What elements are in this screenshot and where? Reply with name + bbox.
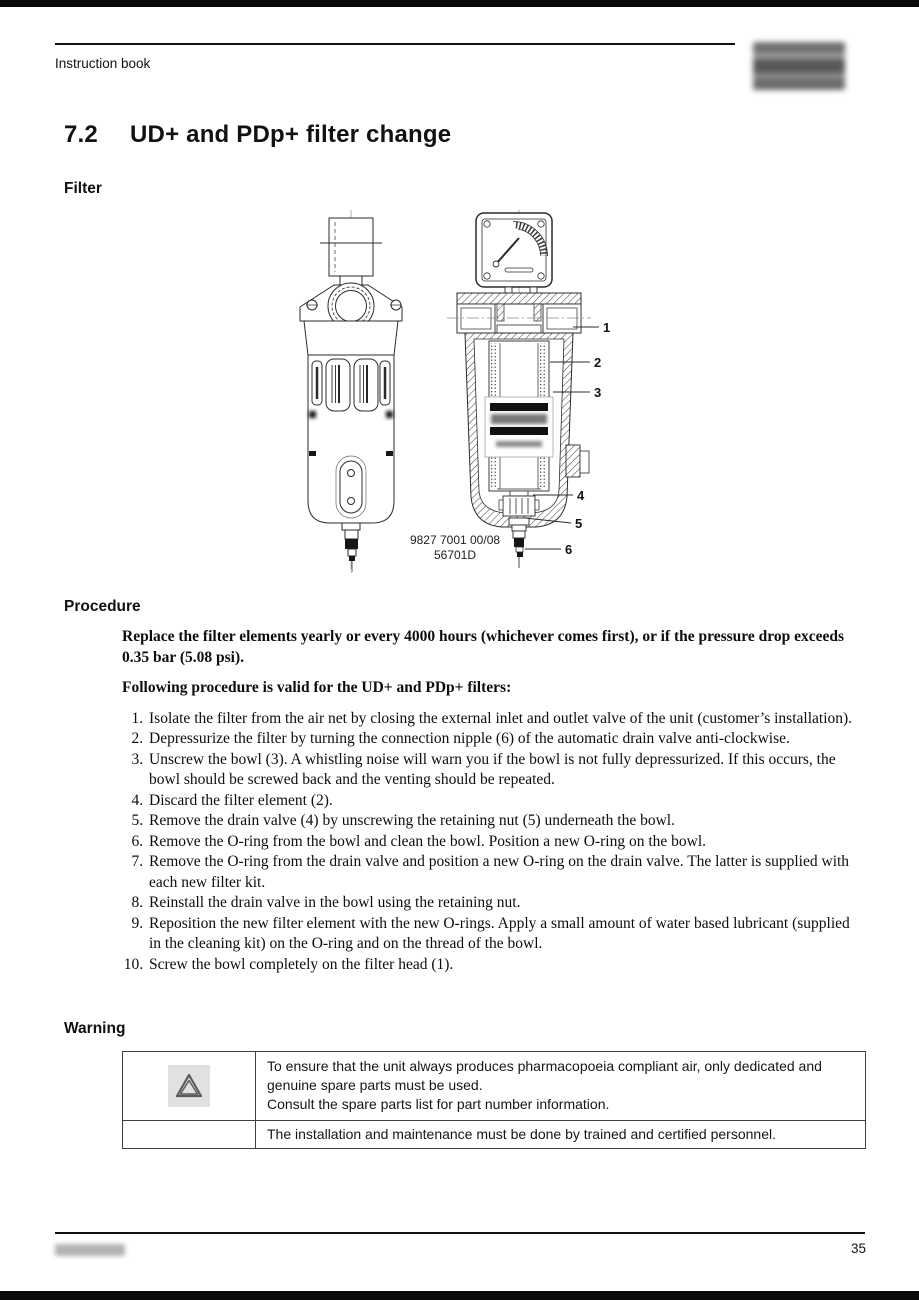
footer-rule [55, 1232, 865, 1234]
scan-edge-bottom [0, 1291, 919, 1300]
warning-icon-cell [123, 1052, 256, 1120]
warning-heading: Warning [64, 1020, 126, 1037]
figure-caption-line1: 9827 7001 00/08 [409, 533, 501, 547]
filter-heading: Filter [64, 180, 102, 197]
warning-table [122, 1051, 866, 1149]
procedure-step: 10. Screw the bowl completely on the filter head (1). [147, 955, 862, 976]
company-logo [753, 42, 845, 90]
warning-row1-line1: To ensure that the unit always produces pharmacopoeia compliant air, only dedicated and genuine spare parts must be used. [267, 1058, 822, 1093]
warning-row-2 [123, 1121, 865, 1148]
figure-caption [370, 533, 540, 563]
warning-row-1 [123, 1052, 865, 1121]
warning-text-cell-2 [256, 1121, 865, 1148]
filter-figure [270, 205, 620, 577]
procedure-step: 2. Depressurize the filter by turning the connection nipple (6) of the automatic drain valve anti-clockwise. [147, 729, 862, 750]
callout-3: 3 [594, 385, 602, 400]
page-number: 35 [850, 1241, 866, 1256]
warning-triangle-icon [168, 1065, 210, 1107]
procedure-step: 9. Reposition the new filter element with the new O-rings. Apply a small amount of water based lubricant (supplied in the cleaning kit) on the O-ring and on the thread of the bowl. [147, 914, 862, 955]
element-label [485, 397, 553, 457]
procedure-step: 4. Discard the filter element (2). [147, 791, 862, 812]
callout-6: 6 [565, 542, 573, 557]
callout-5: 5 [575, 516, 583, 531]
filter-technical-drawing [270, 205, 620, 577]
scan-edge-top [0, 0, 919, 7]
filter-exterior-view [300, 210, 402, 573]
procedure-step: 6. Remove the O-ring from the bowl and clean the bowl. Position a new O-ring on the bowl. [147, 832, 862, 853]
pressure-gauge [476, 213, 552, 287]
procedure-intro-1: Replace the filter elements yearly or every 4000 hours (whichever comes first), or if the pressure drop exceeds 0.35 bar (5.08 psi). [122, 628, 845, 666]
procedure-step: 7. Remove the O-ring from the drain valve and position a new O-ring on the drain valve. The latter is supplied with each new filter kit. [147, 852, 862, 893]
document-type-label: Instruction book [55, 56, 151, 71]
warning-row1-line2: Consult the spare parts list for part number information. [267, 1096, 610, 1112]
callout-2: 2 [594, 355, 602, 370]
procedure-step: 5. Remove the drain valve (4) by unscrewing the retaining nut (5) underneath the bowl. [147, 811, 862, 832]
procedure-step: 3. Unscrew the bowl (3). A whistling noise will warn you if the bowl is not fully depressurized. If this occurs, the bowl should be screwed back and the venting should be repeated. [147, 750, 862, 791]
procedure-step: 1. Isolate the filter from the air net by closing the external inlet and outlet valve of the unit (customer’s installation). [147, 709, 862, 730]
procedure-heading: Procedure [64, 598, 141, 615]
filter-section-view [447, 210, 591, 568]
footer-document-number [55, 1244, 125, 1256]
warning-icon-cell-empty [123, 1121, 256, 1148]
procedure-steps [122, 709, 862, 976]
section-title [64, 121, 451, 149]
figure-caption-line2: 56701D [433, 548, 477, 562]
procedure-intro-2: Following procedure is valid for the UD+ and PDp+ filters: [122, 679, 512, 696]
header-rule [55, 43, 735, 45]
callout-1: 1 [603, 320, 611, 335]
section-title-text: UD+ and PDp+ filter change [130, 121, 452, 148]
procedure-step: 8. Reinstall the drain valve in the bowl using the retaining nut. [147, 893, 862, 914]
warning-row2-line1: The installation and maintenance must be done by trained and certified personnel. [267, 1126, 776, 1142]
section-number: 7.2 [64, 121, 98, 148]
procedure-body [122, 627, 862, 975]
warning-text-cell-1 [256, 1052, 865, 1120]
callout-4: 4 [577, 488, 585, 503]
